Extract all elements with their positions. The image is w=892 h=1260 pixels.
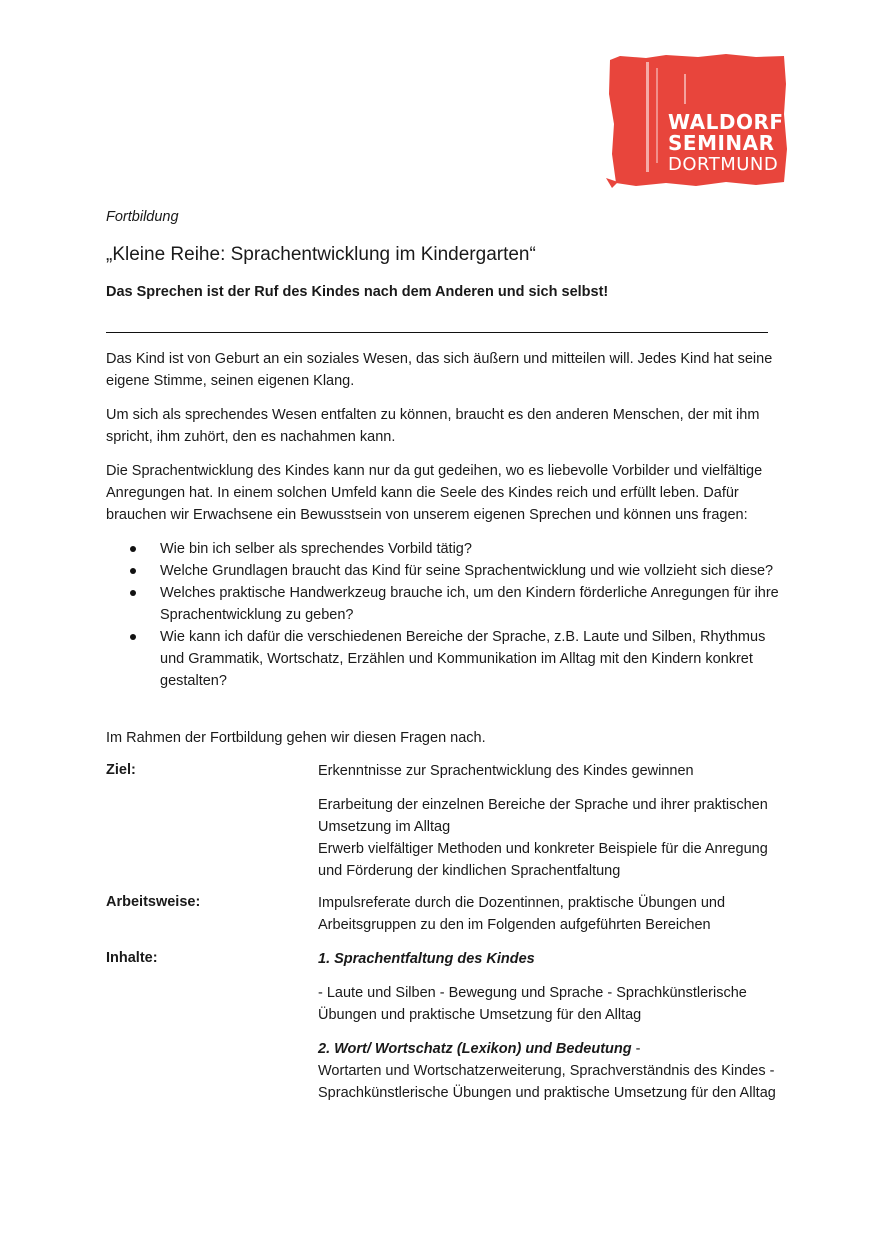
logo-wordmark: [668, 112, 784, 175]
question-text: Welche Grundlagen braucht das Kind für seine Sprachentwicklung und wie vollzieht sich diese?: [160, 563, 774, 579]
ziel-label: Ziel:: [106, 762, 136, 778]
bullet-icon: [130, 590, 136, 596]
bullet-icon: [130, 568, 136, 574]
arbeitsweise-label: Arbeitsweise:: [106, 894, 201, 910]
inhalt-1-title: 1. Sprachentfaltung des Kindes: [318, 951, 535, 967]
document-title: „Kleine Reihe: Sprachentwicklung im Kindergarten“: [106, 244, 536, 265]
inhalt-1-text: - Laute und Silben - Bewegung und Sprache - Sprachkünstlerische Übungen und praktische Umsetzung für den Alltag: [318, 985, 747, 1023]
bullet-icon: [130, 546, 136, 552]
intro-paragraph-2: Um sich als sprechendes Wesen entfalten zu können, braucht es den anderen Menschen, der mit ihm spricht, ihm zuhört, den es nachahmen kann.: [106, 407, 760, 445]
intro-paragraph-1: Das Kind ist von Geburt an ein soziales Wesen, das sich äußern und mitteilen will. Jedes Kind hat seine eigene Stimme, seinen eigenen Klang.: [106, 351, 773, 389]
arbeitsweise-text: Impulsreferate durch die Dozentinnen, praktische Übungen und Arbeitsgruppen zu den im Folgenden aufgeführten Bereichen: [318, 895, 726, 933]
list-item: [130, 560, 790, 582]
ziel-text-2a: Erarbeitung der einzelnen Bereiche der Sprache und ihrer praktischen Umsetzung im Alltag: [318, 797, 768, 835]
intro-paragraph-4: Im Rahmen der Fortbildung gehen wir diesen Fragen nach.: [106, 730, 486, 746]
inhalt-2-text: Wortarten und Wortschatzerweiterung, Sprachverständnis des Kindes - Sprachkünstlerische Übungen und praktische Umsetzung für den Alltag: [318, 1063, 776, 1101]
logo-line-2: SEMINAR: [668, 131, 775, 155]
list-item: [130, 626, 790, 692]
document-subtitle: Das Sprechen ist der Ruf des Kindes nach dem Anderen und sich selbst!: [106, 284, 609, 300]
question-text: Wie kann ich dafür die verschiedenen Bereiche der Sprache, z.B. Laute und Silben, Rhythmus und Grammatik, Wortschatz, Erzählen und Kommunikation im Alltag mit den Kindern konkret gestalten?: [160, 629, 766, 689]
ziel-text-1: Erkenntnisse zur Sprachentwicklung des Kindes gewinnen: [318, 763, 694, 779]
horizontal-rule: [106, 332, 768, 333]
waldorf-seminar-logo: [606, 54, 788, 188]
inhalte-label: Inhalte:: [106, 950, 158, 966]
inhalt-2-title: 2. Wort/ Wortschatz (Lexikon) und Bedeutung: [318, 1041, 632, 1057]
question-text: Wie bin ich selber als sprechendes Vorbild tätig?: [160, 541, 472, 557]
intro-paragraph-3: Die Sprachentwicklung des Kindes kann nur da gut gedeihen, wo es liebevolle Vorbilder und vielfältige Anregungen hat. In einem solchen Umfeld kann die Seele des Kindes reich und erfüllt leben. Dafür brauchen wir Erwachsene ein Bewusstsein von unserem eigenen Sprechen und können uns fragen:: [106, 463, 763, 523]
bullet-icon: [130, 634, 136, 640]
list-item: [130, 582, 790, 626]
list-item: [130, 538, 790, 560]
inhalt-2-dash: -: [631, 1041, 641, 1057]
question-text: Welches praktische Handwerkzeug brauche ich, um den Kindern förderliche Anregungen für ihre Sprachentwicklung zu geben?: [160, 585, 779, 623]
question-list: [130, 538, 790, 692]
ziel-text-2b: Erwerb vielfältiger Methoden und konkreter Beispiele für die Anregung und Förderung der kindlichen Sprachentfaltung: [318, 841, 768, 879]
document-kicker: Fortbildung: [106, 209, 179, 225]
inhalt-2-block: [318, 1038, 794, 1104]
logo-line-3: DORTMUND: [668, 154, 779, 175]
logo-line-1: WALDORF: [668, 110, 784, 134]
